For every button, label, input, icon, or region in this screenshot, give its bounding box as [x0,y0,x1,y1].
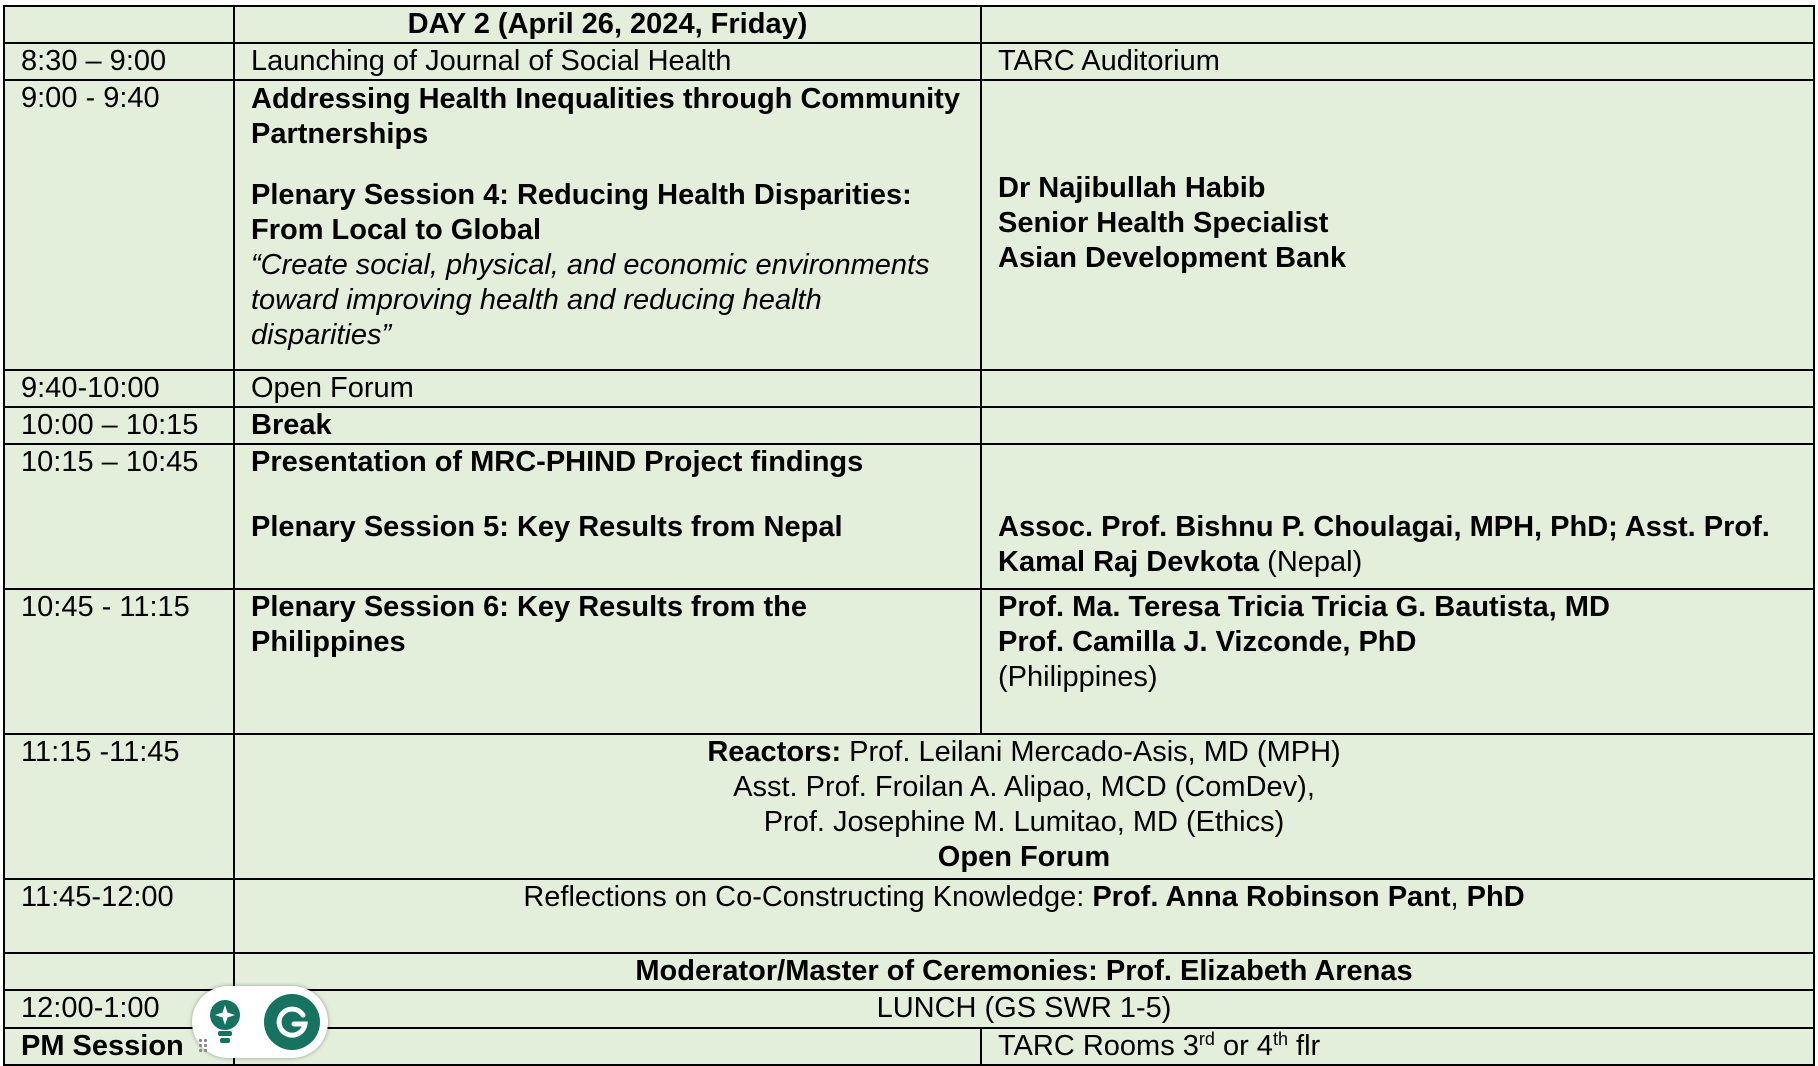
speaker-country: (Philippines) [998,661,1158,693]
venue-sup: rd [1198,1029,1215,1049]
speaker-name: Prof. Anna Robinson Pant [1092,881,1451,913]
reflections-cell [234,879,1814,953]
time-cell: 9:40-10:00 [4,370,234,407]
table-row [4,879,1814,953]
separator: , [1450,881,1467,913]
reactor-name: Prof. Josephine M. Lumitao, MD (Ethics) [763,806,1285,838]
speaker-degree: PhD [1466,881,1525,913]
reactor-name: Prof. Leilani Mercado-Asis, MD (MPH) [841,736,1341,768]
venue-part: TARC Rooms 3 [998,1030,1199,1062]
venue-cell [981,370,1814,407]
time-cell: 9:00 - 9:40 [4,80,234,370]
table-row [4,734,1814,879]
venue-part: or 4 [1214,1030,1273,1062]
schedule-table [3,5,1815,1066]
table-row [4,370,1814,407]
session-topic: Presentation of MRC-PHIND Project findings [251,446,864,478]
time-cell [4,6,234,43]
activity-cell [234,444,981,589]
reactors-cell [234,734,1814,879]
reactor-line [251,735,1797,770]
table-row [4,80,1814,370]
time-cell: 10:45 - 11:15 [4,589,234,734]
time-cell: 11:15 -11:45 [4,734,234,879]
speaker-country: (Nepal) [1259,546,1363,578]
speaker-name: Dr Najibullah Habib [998,172,1266,204]
venue-cell: TARC Auditorium [981,43,1814,80]
venue-cell [981,407,1814,444]
table-row [4,6,1814,43]
activity-cell [234,80,981,370]
time-cell: 10:15 – 10:45 [4,444,234,589]
time-cell: PM Session [4,1028,234,1065]
day-header: DAY 2 (April 26, 2024, Friday) [234,6,981,43]
session-quote: “Create social, physical, and economic environments toward improving health and reducing health disparities” [251,249,930,351]
table-row [4,43,1814,80]
session-title: Plenary Session 4: Reducing Health Disparities: From Local to Global [251,179,912,246]
drag-handle-icon[interactable] [198,1038,208,1052]
reactors-label: Reactors: [707,736,842,768]
venue-cell [981,1028,1814,1065]
activity-cell: Open Forum [234,370,981,407]
time-cell [4,953,234,990]
speaker-role: Senior Health Specialist [998,207,1329,239]
session-topic: Addressing Health Inequalities through Community Partnerships [251,83,960,150]
session-title: Plenary Session 6: Key Results from the Philippines [234,589,981,734]
speaker-name: Prof. Camilla J. Vizconde, PhD [998,626,1417,658]
speaker-cell [981,589,1814,734]
grammarly-widget[interactable] [192,986,328,1058]
time-cell: 12:00-1:00 [4,990,234,1028]
time-cell: 10:00 – 10:15 [4,407,234,444]
session-title: Plenary Session 5: Key Results from Nepal [251,511,843,543]
speaker-names: Assoc. Prof. Bishnu P. Choulagai, MPH, PhD; Asst. Prof. Kamal Raj Devkota [998,511,1770,578]
speaker-list [998,510,1797,580]
activity-cell: Launching of Journal of Social Health [234,43,981,80]
open-forum-label: Open Forum [937,841,1111,873]
reflections-label: Reflections on Co-Constructing Knowledge: [523,881,1093,913]
venue-part: flr [1287,1030,1321,1062]
speaker-cell [981,80,1814,370]
reactor-name: Asst. Prof. Froilan A. Alipao, MCD (ComDev), [733,771,1315,803]
venue-cell [981,6,1814,43]
speaker-name: Prof. Ma. Teresa Tricia Tricia G. Bautista, MD [998,591,1610,623]
time-cell: 8:30 – 9:00 [4,43,234,80]
speaker-org: Asian Development Bank [998,242,1347,274]
table-row [4,407,1814,444]
time-cell: 11:45-12:00 [4,879,234,953]
activity-cell [234,1028,981,1065]
table-row [4,444,1814,589]
lunch-cell: LUNCH (GS SWR 1-5) [234,990,1814,1028]
venue-sup: th [1272,1029,1288,1049]
activity-cell: Break [234,407,981,444]
table-row [4,589,1814,734]
speaker-cell [981,444,1814,589]
moderator-cell: Moderator/Master of Ceremonies: Prof. Elizabeth Arenas [234,953,1814,990]
grammarly-g-icon[interactable] [264,994,320,1050]
table-row [4,953,1814,990]
bulb-icon[interactable] [202,994,248,1050]
